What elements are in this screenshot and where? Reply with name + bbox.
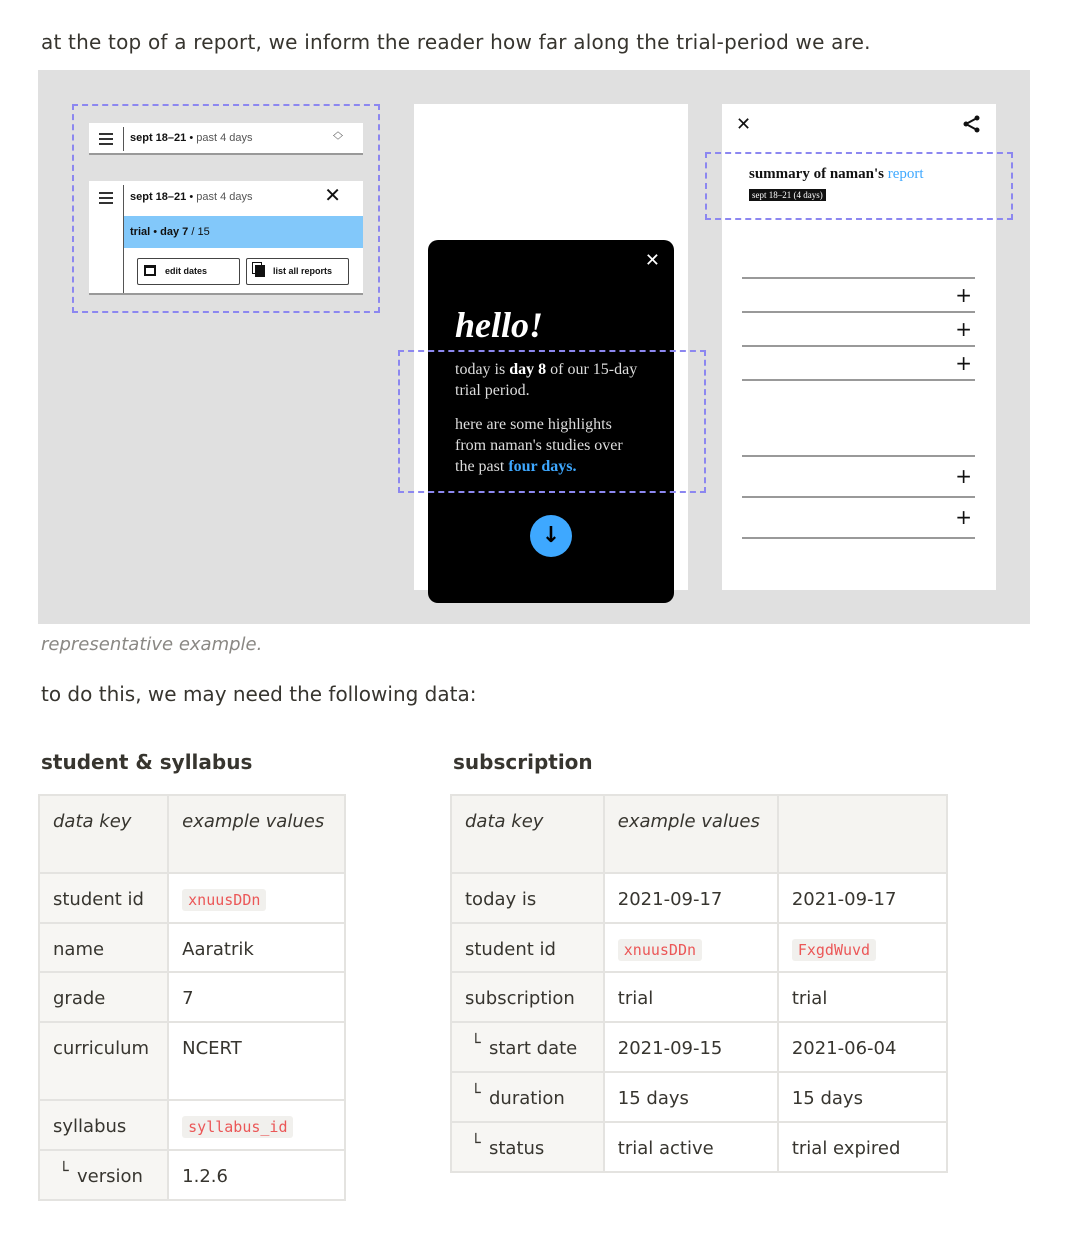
date-selector-collapsed: sept 18–21 • past 4 days ︿ ﹀ xyxy=(89,123,363,155)
value-cell: trial expired xyxy=(778,1122,947,1172)
value-cell: 2021-09-17 xyxy=(778,873,947,923)
panel3-highlight-box xyxy=(705,152,1013,220)
data-needed-text: to do this, we may need the following data: xyxy=(41,682,477,706)
figure-caption: representative example. xyxy=(41,634,263,655)
key-cell: name xyxy=(39,923,168,972)
plus-icon: + xyxy=(955,505,972,529)
close-icon: ✕ xyxy=(736,114,752,135)
value-cell: 2021-09-15 xyxy=(604,1022,778,1072)
header-cell: data key xyxy=(39,795,168,873)
value-cell xyxy=(168,1100,345,1150)
key-cell: today is xyxy=(451,873,604,923)
value-cell xyxy=(778,923,947,972)
header-cell: example values xyxy=(604,795,778,873)
value-cell: 2021-09-17 xyxy=(604,873,778,923)
arrow-down-icon: ↓ xyxy=(541,523,561,548)
section-divider xyxy=(742,496,975,498)
close-icon: ✕ xyxy=(644,250,660,271)
student-table-heading: student & syllabus xyxy=(41,750,253,774)
highlights-message: here are some highlights from naman's studies over the past four days. xyxy=(455,416,623,475)
key-cell: student id xyxy=(451,923,604,972)
key-cell: └ duration xyxy=(451,1072,604,1122)
header-cell: data key xyxy=(451,795,604,873)
value-cell: trial xyxy=(778,972,947,1022)
menu-icon xyxy=(99,130,113,148)
value-cell: trial xyxy=(604,972,778,1022)
key-cell: └ status xyxy=(451,1122,604,1172)
intro-text: at the top of a report, we inform the reader how far along the trial-period we are. xyxy=(41,30,871,54)
list-all-reports-button: list all reports xyxy=(246,258,349,285)
key-cell: student id xyxy=(39,873,168,923)
table-row xyxy=(451,972,947,1022)
date-range-label: sept 18–21 xyxy=(130,191,187,203)
key-cell: syllabus xyxy=(39,1100,168,1150)
section-divider xyxy=(742,345,975,347)
calendar-icon xyxy=(144,265,156,276)
header-cell xyxy=(778,795,947,873)
subkey-marker: └ xyxy=(471,1033,481,1052)
table-row xyxy=(39,1100,345,1150)
trial-day-message: today is day 8 of our 15-day trial period. xyxy=(455,361,638,399)
code-value: xnuusDDn xyxy=(182,889,266,911)
subscription-table xyxy=(450,794,948,1173)
panel2-highlight-box xyxy=(398,350,706,493)
table-header-row xyxy=(451,795,947,873)
table-row xyxy=(39,873,345,923)
date-badge: sept 18–21 (4 days) xyxy=(749,189,826,201)
code-value: xnuusDDn xyxy=(618,939,702,961)
section-divider xyxy=(742,277,975,279)
header-cell: example values xyxy=(168,795,345,873)
date-range-sub: past 4 days xyxy=(196,191,253,203)
hello-title: hello! xyxy=(455,305,544,345)
copy-icon xyxy=(255,265,265,277)
table-row xyxy=(451,1072,947,1122)
key-cell: curriculum xyxy=(39,1022,168,1100)
plus-icon: + xyxy=(955,464,972,488)
key-cell: subscription xyxy=(451,972,604,1022)
value-cell: 15 days xyxy=(778,1072,947,1122)
code-value: FxgdWuvd xyxy=(792,939,876,961)
table-header-row xyxy=(39,795,345,873)
plus-icon: + xyxy=(955,283,972,307)
key-cell: └ version xyxy=(39,1150,168,1200)
key-cell: └ start date xyxy=(451,1022,604,1072)
example-figure xyxy=(38,70,1030,624)
subkey-marker: └ xyxy=(471,1133,481,1152)
date-selector-expanded: sept 18–21 • past 4 days ✕ trial • day 7 / 15 edit dates list all reports xyxy=(89,181,363,295)
trial-total: / 15 xyxy=(191,226,210,238)
table-row xyxy=(451,1022,947,1072)
value-cell: 1.2.6 xyxy=(168,1150,345,1200)
value-cell: 15 days xyxy=(604,1072,778,1122)
table-row xyxy=(451,1122,947,1172)
value-cell: 2021-06-04 xyxy=(778,1022,947,1072)
section-divider xyxy=(742,379,975,381)
value-cell xyxy=(168,873,345,923)
section-divider xyxy=(742,455,975,457)
value-cell: Aaratrik xyxy=(168,923,345,972)
trial-label: trial xyxy=(130,226,151,238)
table-row xyxy=(39,923,345,972)
share-icon xyxy=(962,114,982,134)
key-cell: grade xyxy=(39,972,168,1022)
subkey-marker: └ xyxy=(471,1083,481,1102)
trial-progress-bar: trial • day 7 / 15 xyxy=(124,216,363,248)
value-cell: 7 xyxy=(168,972,345,1022)
date-range-sub: past 4 days xyxy=(196,132,253,144)
subkey-marker: └ xyxy=(59,1161,69,1180)
date-range-label: sept 18–21 xyxy=(130,132,187,144)
plus-icon: + xyxy=(955,317,972,341)
section-divider xyxy=(742,311,975,313)
table-row xyxy=(39,972,345,1022)
table-row xyxy=(39,1150,345,1200)
close-icon: ✕ xyxy=(324,185,341,207)
section-divider xyxy=(742,537,975,539)
table-row xyxy=(451,923,947,972)
summary-title: summary of naman's report xyxy=(749,166,924,182)
subscription-table-heading: subscription xyxy=(453,750,593,774)
table-row xyxy=(39,1022,345,1100)
menu-icon xyxy=(99,189,113,207)
scroll-down-button xyxy=(530,515,572,557)
plus-icon: + xyxy=(955,351,972,375)
value-cell: trial active xyxy=(604,1122,778,1172)
code-value: syllabus_id xyxy=(182,1116,293,1138)
edit-dates-button: edit dates xyxy=(137,258,240,285)
student-table xyxy=(38,794,346,1201)
expand-chevrons-icon: ︿ ﹀ xyxy=(333,127,343,147)
trial-day: day 7 xyxy=(160,226,189,238)
value-cell xyxy=(604,923,778,972)
table-row xyxy=(451,873,947,923)
value-cell: NCERT xyxy=(168,1022,345,1100)
